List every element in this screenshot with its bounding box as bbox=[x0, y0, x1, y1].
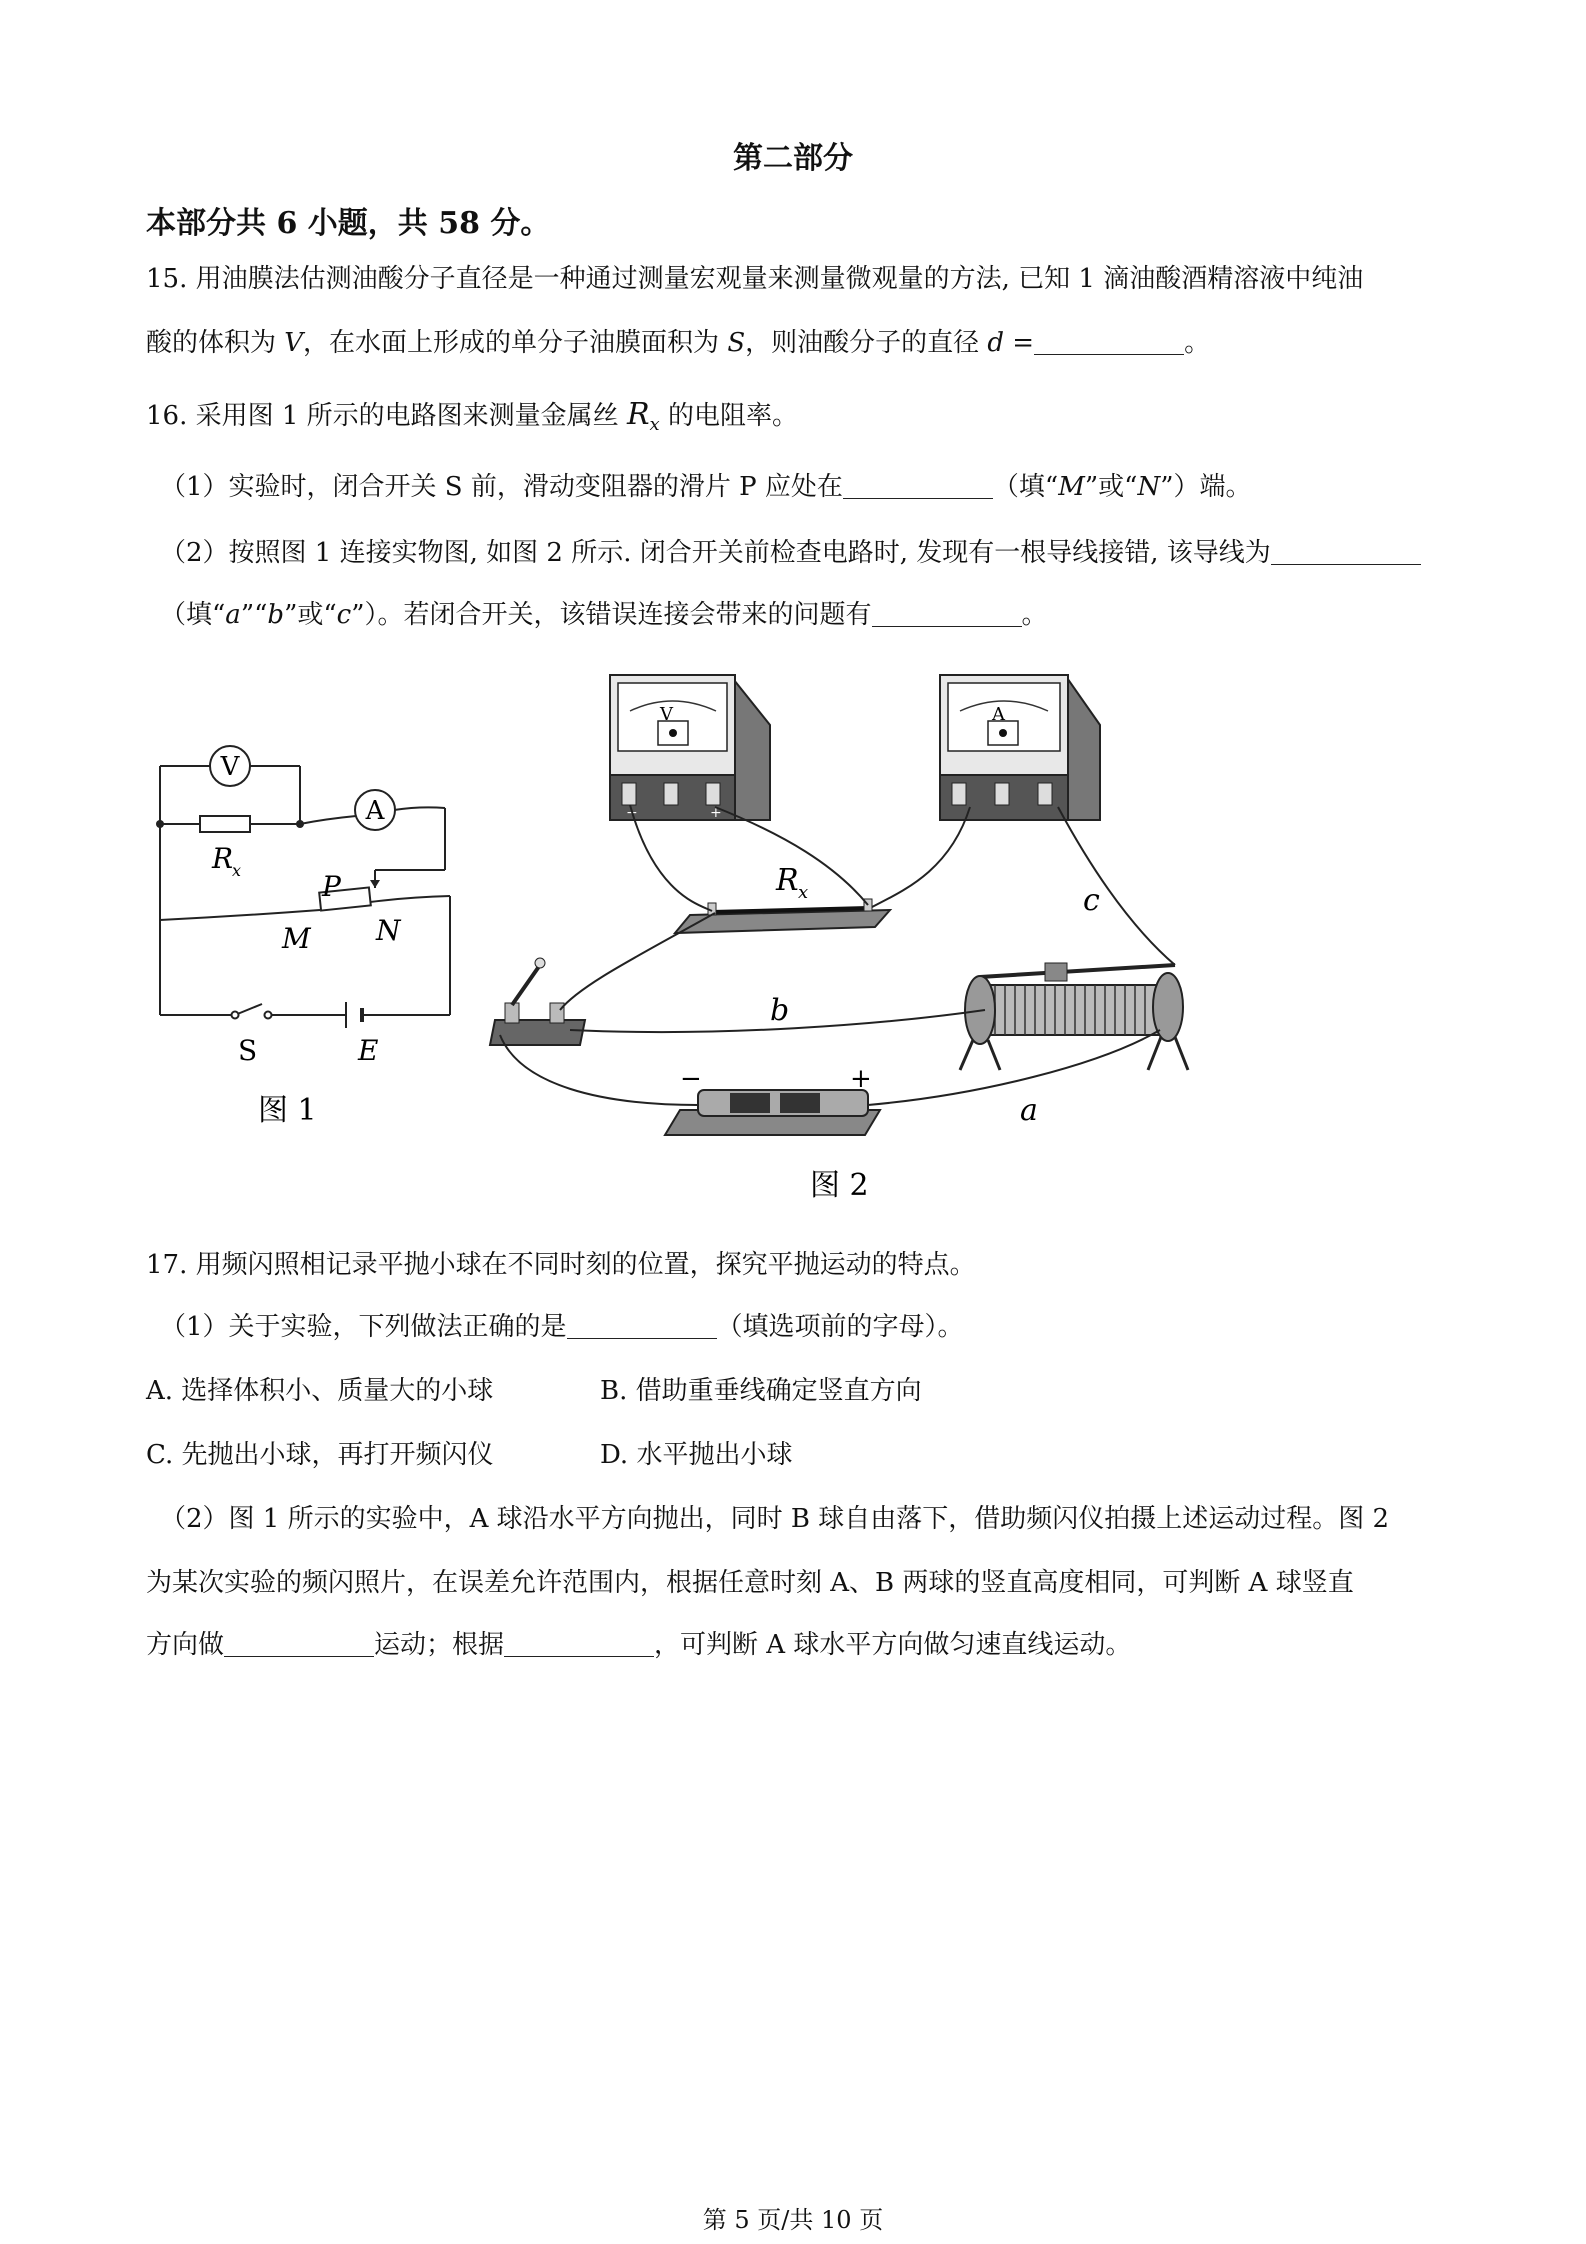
rheostat bbox=[960, 963, 1188, 1070]
q17-option-d: D. 水平抛出小球 bbox=[600, 1440, 793, 1470]
section-intro: 本部分共 6 小题，共 58 分。 bbox=[146, 206, 551, 241]
q16-p2-blank1[interactable] bbox=[1271, 538, 1421, 565]
q16-stem bbox=[146, 398, 798, 442]
section-title: 第二部分 bbox=[733, 141, 853, 176]
q17-text: ，可判断 A 球水平方向做匀速直线运动。 bbox=[654, 1630, 1132, 1660]
fig1-rx-sub: x bbox=[232, 861, 242, 880]
fig1-n-label: N bbox=[376, 914, 401, 947]
q15-text: = bbox=[1004, 328, 1035, 358]
q17-text: （填选项前的字母）。 bbox=[716, 1312, 964, 1342]
switch bbox=[490, 958, 585, 1045]
q17-option-a: A. 选择体积小、质量大的小球 bbox=[146, 1376, 494, 1406]
battery-minus: − bbox=[680, 1064, 702, 1094]
fig1-p-label: P bbox=[322, 870, 341, 903]
fig2-rx-sub: x bbox=[798, 882, 809, 903]
q16-text: ”“ bbox=[240, 600, 268, 630]
fig1-m-label: M bbox=[282, 922, 311, 955]
fig1-ammeter-label: A bbox=[365, 796, 385, 826]
q15-text: 酸的体积为 bbox=[146, 328, 285, 358]
q15-var-d: d bbox=[987, 328, 1005, 358]
q17-text: 方向做 bbox=[146, 1630, 225, 1660]
q15-line2 bbox=[146, 326, 1210, 360]
fig1-s-label: S bbox=[238, 1034, 258, 1067]
q17-stem: 17. 用频闪照相记录平抛小球在不同时刻的位置，探究平抛运动的特点。 bbox=[146, 1250, 976, 1280]
voltmeter-minus: − bbox=[626, 805, 638, 821]
q16-part1 bbox=[160, 470, 1251, 504]
battery bbox=[665, 1064, 880, 1135]
fig2-wire-c-label: c bbox=[1083, 883, 1100, 918]
q16-var-m: M bbox=[1058, 472, 1085, 502]
q16-text: （2）按照图 1 连接实物图, 如图 2 所示. 闭合开关前检查电路时, 发现有一根导线接错, 该导线为 bbox=[160, 538, 1271, 568]
q16-text: 的电阻率。 bbox=[659, 401, 798, 431]
q16-text: ”或“ bbox=[1084, 472, 1138, 502]
q16-text: （1）实验时，闭合开关 S 前，滑动变阻器的滑片 P 应处在 bbox=[160, 472, 843, 502]
q16-p2-blank2[interactable] bbox=[872, 600, 1022, 627]
fig1-voltmeter-label: V bbox=[220, 752, 240, 782]
q16-text: ”）端。 bbox=[1160, 472, 1252, 502]
q15-answer-blank[interactable] bbox=[1034, 328, 1184, 355]
q15-var-s: S bbox=[727, 328, 746, 358]
ammeter-letter: A bbox=[992, 704, 1005, 725]
q17-text: 运动；根据 bbox=[374, 1630, 505, 1660]
q16-var-sub: x bbox=[649, 414, 660, 436]
q16-text: ”或“ bbox=[284, 600, 337, 630]
ammeter bbox=[940, 675, 1100, 820]
q17-part2-line2: 为某次实验的频闪照片，在误差允许范围内，根据任意时刻 A、B 两球的竖直高度相同，可判断 A 球竖直 bbox=[146, 1568, 1354, 1598]
q17-option-b: B. 借助重垂线确定竖直方向 bbox=[600, 1376, 922, 1406]
fig1-rx-label: R bbox=[212, 842, 234, 875]
q16-var-b: b bbox=[267, 600, 285, 630]
q17-p2-blank1[interactable] bbox=[224, 1630, 374, 1657]
q16-var-a: a bbox=[225, 600, 241, 630]
q15-text: ，在水面上形成的单分子油膜面积为 bbox=[303, 328, 728, 358]
q15-var-v: V bbox=[284, 328, 304, 358]
rx-wire-board bbox=[675, 899, 890, 933]
q17-part2-line1: （2）图 1 所示的实验中，A 球沿水平方向抛出，同时 B 球自由落下，借助频闪仪拍摄上述运动过程。图 2 bbox=[160, 1504, 1390, 1534]
q15-text: 。 bbox=[1184, 328, 1211, 358]
battery-plus: + bbox=[850, 1064, 872, 1094]
q16-text: 。 bbox=[1021, 600, 1048, 630]
voltmeter-plus: + bbox=[710, 805, 722, 821]
page-footer: 第 5 页/共 10 页 bbox=[702, 2206, 884, 2234]
circuit-diagram bbox=[150, 730, 470, 1140]
fig2-caption: 图 2 bbox=[810, 1168, 869, 1203]
q16-text: 16. 采用图 1 所示的电路图来测量金属丝 bbox=[146, 401, 627, 431]
fig2-wire-b-label: b bbox=[770, 993, 790, 1028]
q15-line1: 15. 用油膜法估测油酸分子直径是一种通过测量宏观量来测量微观量的方法, 已知 1 滴油酸酒精溶液中纯油 bbox=[146, 264, 1364, 294]
q16-part2-line2 bbox=[160, 598, 1048, 632]
q16-p1-blank[interactable] bbox=[843, 472, 993, 499]
figure-1 bbox=[150, 730, 470, 1140]
voltmeter-letter: V bbox=[660, 704, 673, 725]
voltmeter bbox=[610, 675, 770, 821]
q16-var-n: N bbox=[1137, 472, 1161, 502]
wiring-diagram bbox=[480, 665, 1220, 1225]
fig1-e-label: E bbox=[358, 1034, 379, 1067]
q16-var-c: c bbox=[336, 600, 352, 630]
fig2-rx-label: R bbox=[776, 863, 799, 898]
q17-p1-blank[interactable] bbox=[567, 1312, 717, 1339]
q16-part2-line1 bbox=[160, 536, 1421, 570]
q16-var-r: R bbox=[626, 397, 650, 432]
q15-text: ，则油酸分子的直径 bbox=[745, 328, 988, 358]
q16-text: ”）。若闭合开关，该错误连接会带来的问题有 bbox=[351, 600, 872, 630]
q16-text: （填“ bbox=[992, 472, 1059, 502]
q17-part2-line3 bbox=[146, 1628, 1131, 1662]
fig1-caption: 图 1 bbox=[258, 1093, 317, 1128]
figure-2 bbox=[480, 665, 1220, 1225]
q17-text: （1）关于实验，下列做法正确的是 bbox=[160, 1312, 567, 1342]
fig2-wire-a-label: a bbox=[1020, 1093, 1038, 1128]
q17-option-c: C. 先抛出小球，再打开频闪仪 bbox=[146, 1440, 494, 1470]
q17-p2-blank2[interactable] bbox=[504, 1630, 654, 1657]
q17-part1 bbox=[160, 1310, 964, 1344]
q16-text: （填“ bbox=[160, 600, 226, 630]
